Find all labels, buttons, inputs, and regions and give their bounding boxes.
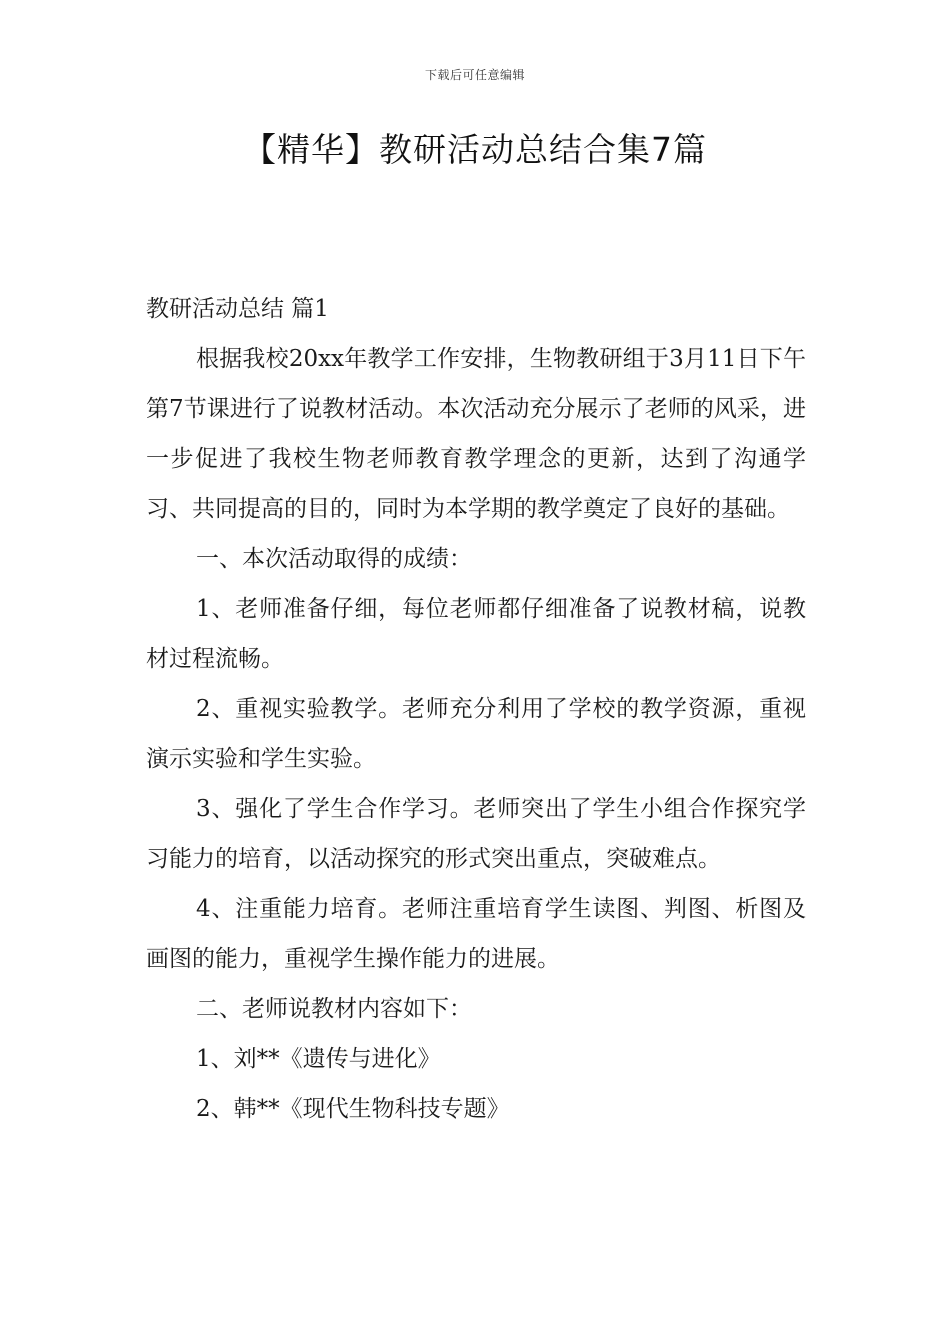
list-item: 1、老师准备仔细，每位老师都仔细准备了说教材稿，说教材过程流畅。 — [146, 596, 806, 672]
list-item: 3、强化了学生合作学习。老师突出了学生小组合作探究学习能力的培育，以活动探究的形式突出重点，突破难点。 — [146, 796, 806, 872]
header-note: 下载后可任意编辑 — [424, 68, 525, 82]
section-heading: 教研活动总结 篇1 — [146, 296, 329, 322]
list-item: 4、注重能力培育。老师注重培育学生读图、判图、析图及画图的能力，重视学生操作能力的进展。 — [146, 896, 806, 972]
list-item: 1、刘**《遗传与进化》 — [196, 1046, 441, 1072]
list-item: 2、韩**《现代生物科技专题》 — [196, 1096, 510, 1122]
document-body — [146, 284, 806, 1134]
intro-paragraph: 根据我校20xx年教学工作安排，生物教研组于3月11日下午第7节课进行了说教材活动。本次活动充分展示了老师的风采，进一步促进了我校生物老师教育教学理念的更新，达到了沟通学习、共同提高的目的，同时为本学期的教学奠定了良好的基础。 — [146, 346, 806, 522]
document-title: 【精华】教研活动总结合集7篇 — [243, 130, 707, 169]
list-item: 2、重视实验教学。老师充分利用了学校的教学资源，重视演示实验和学生实验。 — [146, 696, 806, 772]
achievements-heading: 一、本次活动取得的成绩： — [196, 546, 472, 572]
content-heading: 二、老师说教材内容如下： — [196, 996, 472, 1022]
